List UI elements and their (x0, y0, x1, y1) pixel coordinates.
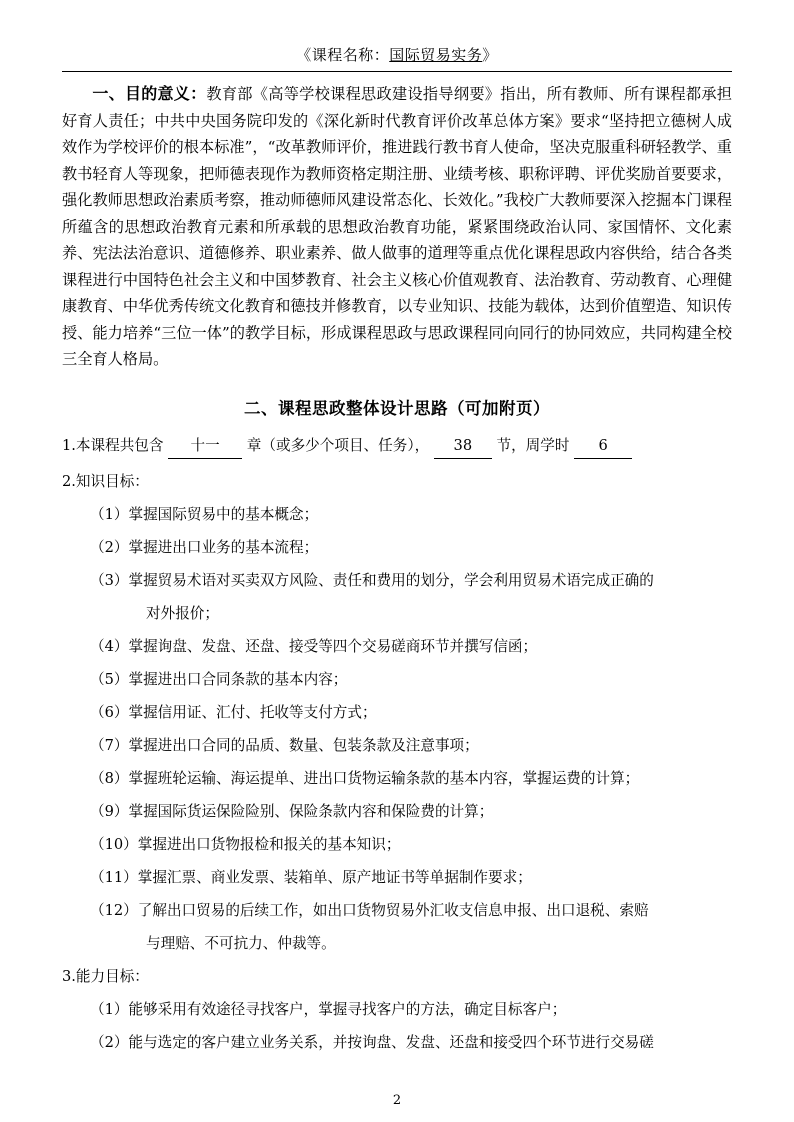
weekly-hours-field: 6 (574, 433, 632, 459)
list-item: （9）掌握国际货运保险险别、保险条款内容和保险费的计算； (90, 802, 494, 820)
section-1-body: 教育部《高等学校课程思政建设指导纲要》指出，所有教师、所有课程都承担好育人责任；中共中央国务院印发的《深化新时代教育评价改革总体方案》要求“坚持把立德树人成效作为学校评价的根本标准”，“改革教师评价，推进践行教书育人使命，坚决克服重科研轻教学、重教书轻育人等现象，把师德表现作为教师资格定期注册、业绩考核、职称评聘、评优奖励首要要求，强化教师思想政治素质考察，推动师德师风建设常态化、长效化。”我校广大教师要深入挖掘本门课程所蕴含的思想政治教育元素和所承载的思想政治教育功能，紧紧围绕政治认同、家国情怀、文化素养、宪法法治意识、道德修养、职业素养、做人做事的道理等重点优化课程思政内容供给，结合各类课程进行中国特色社会主义和中国梦教育、社会主义核心价值观教育、法治教育、劳动教育、心理健康教育、中华优秀传统文化教育和德技并修教育，以专业知识、技能为载体，达到价值塑造、知识传授、能力培养“三位一体”的教学目标，形成课程思政与思政课程同向同行的协同效应，共同构建全校三全育人格局。 (62, 85, 732, 368)
list-item: （1）能够采用有效途径寻找客户，掌握寻找客户的方法，确定目标客户； (90, 1000, 567, 1018)
list-item: （6）掌握信用证、汇付、托收等支付方式； (90, 703, 377, 721)
page-number: 2 (392, 1093, 402, 1108)
header-divider (62, 71, 732, 72)
list-item: （4）掌握询盘、发盘、还盘、接受等四个交易磋商环节并撰写信函； (90, 637, 538, 655)
chapters-count-field: 十一 (168, 433, 242, 459)
course-structure-prefix: 1.本课程共包含 (62, 436, 164, 454)
ability-goals-label: 3.能力目标： (62, 967, 149, 985)
list-item: （1）掌握国际贸易中的基本概念； (90, 505, 319, 523)
document-header (62, 44, 732, 65)
list-item-continuation: 与理赔、不可抗力、仲裁等。 (146, 934, 336, 952)
section-1-title: 一、目的意义： (92, 84, 207, 103)
periods-count-field: 38 (434, 433, 492, 459)
section-1-paragraph (62, 81, 732, 373)
course-structure-mid1: 章（或多少个项目、任务）， (246, 436, 430, 454)
list-item: （2）能与选定的客户建立业务关系，并按询盘、发盘、还盘和接受四个环节进行交易磋 (90, 1033, 654, 1051)
course-structure-line (62, 433, 732, 459)
list-item: （12）了解出口贸易的后续工作，如出口货物贸易外汇收支信息申报、出口退税、索赔 (90, 901, 649, 919)
list-item: （11）掌握汇票、商业发票、装箱单、原产地证书等单据制作要求； (90, 868, 532, 886)
list-item: （3）掌握贸易术语对买卖双方风险、责任和费用的划分，学会利用贸易术语完成正确的 (90, 571, 654, 589)
list-item: （5）掌握进出口合同条款的基本内容； (90, 670, 348, 688)
list-item-continuation: 对外报价； (146, 604, 219, 622)
header-prefix: 《课程名称： (296, 46, 390, 64)
knowledge-goals-label: 2.知识目标： (62, 472, 149, 490)
course-structure-mid2: 节，周学时 (496, 436, 570, 454)
section-2-heading: 二、课程思政整体设计思路（可加附页） (244, 398, 550, 418)
list-item: （10）掌握进出口货物报检和报关的基本知识； (90, 835, 401, 853)
header-course-name: 国际贸易实务 (389, 46, 483, 64)
list-item: （7）掌握进出口合同的品质、数量、包装条款及注意事项； (90, 736, 479, 754)
list-item: （2）掌握进出口业务的基本流程； (90, 538, 319, 556)
ability-goals-list (62, 997, 732, 1055)
knowledge-goals-list (62, 502, 732, 956)
header-suffix: 》 (482, 46, 498, 64)
list-item: （8）掌握班轮运输、海运提单、进出口货物运输条款的基本内容，掌握运费的计算； (90, 769, 640, 787)
